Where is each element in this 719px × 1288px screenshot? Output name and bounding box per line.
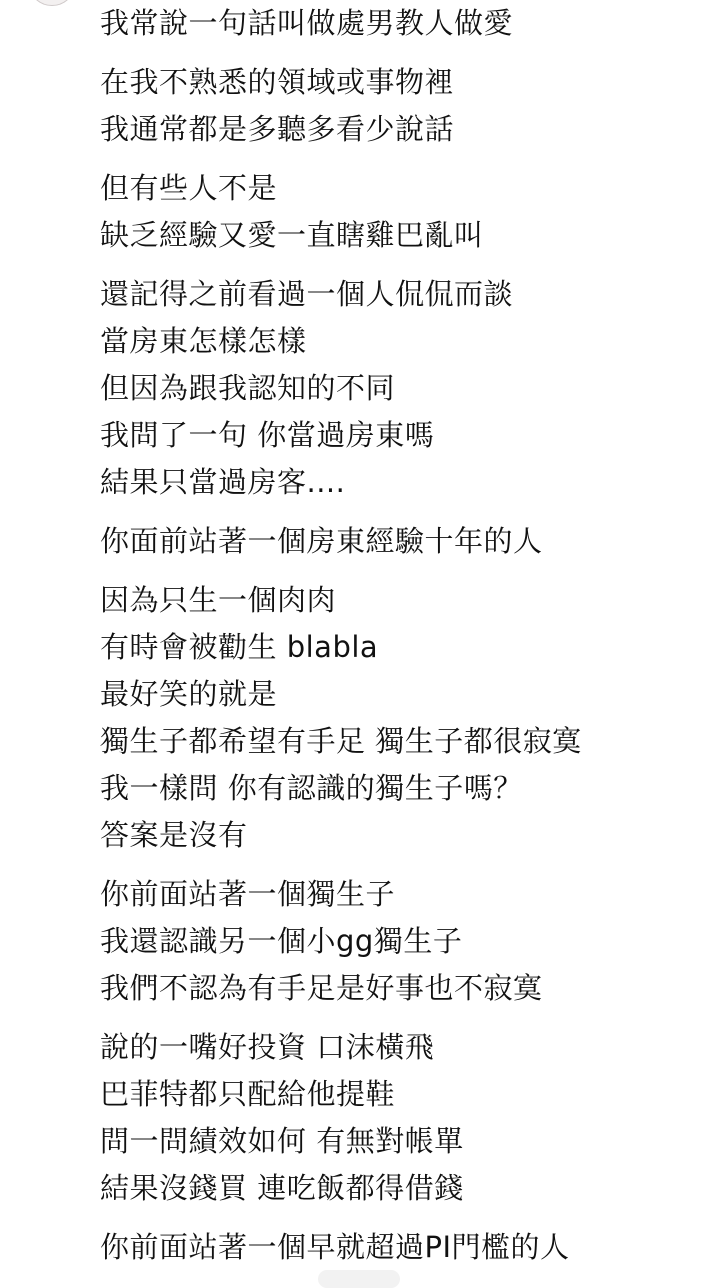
text-line: 答案是沒有: [100, 818, 248, 852]
text-line: 說的一嘴好投資 口沫橫飛: [100, 1030, 435, 1064]
text-line: 我通常都是多聽多看少說話: [100, 112, 455, 146]
text-line: 有時會被勸生 blabla: [100, 630, 379, 664]
text-line: 我問了一句 你當過房東嗎: [100, 418, 435, 452]
text-line: 我常說一句話叫做處男教人做愛: [100, 6, 514, 40]
paragraph: [100, 518, 710, 565]
text-line: 我一樣問 你有認識的獨生子嗎？: [100, 771, 523, 805]
text-line: 結果只當過房客....: [100, 465, 346, 499]
paragraph: [100, 577, 710, 859]
text-line: 獨生子都希望有手足 獨生子都很寂寞: [100, 724, 582, 758]
text-line: 問一問績效如何 有無對帳單: [100, 1124, 464, 1158]
paragraph: [100, 871, 710, 1012]
text-line: 最好笑的就是: [100, 677, 278, 711]
text-line: 在我不熟悉的領域或事物裡: [100, 65, 455, 99]
paragraph: [100, 1024, 710, 1212]
paragraph: [100, 0, 710, 47]
text-line: 你面前站著一個房東經驗十年的人: [100, 524, 543, 558]
text-line: 你前面站著一個早就超過PI門檻的人: [100, 1230, 570, 1264]
text-line: 我們不認為有手足是好事也不寂寞: [100, 971, 543, 1005]
text-line: 巴菲特都只配給他提鞋: [100, 1077, 396, 1111]
bottom-indicator[interactable]: [318, 1270, 400, 1288]
text-line: 但有些人不是: [100, 171, 278, 205]
text-line: 當房東怎樣怎樣: [100, 324, 307, 358]
text-line: 因為只生一個肉肉: [100, 583, 337, 617]
avatar[interactable]: [28, 0, 76, 6]
text-line: 但因為跟我認知的不同: [100, 371, 396, 405]
text-line: 結果沒錢買 連吃飯都得借錢: [100, 1171, 464, 1205]
text-line: 我還認識另一個小gg獨生子: [100, 924, 463, 958]
paragraph: [100, 1224, 710, 1271]
text-line: 還記得之前看過一個人侃侃而談: [100, 277, 514, 311]
text-line: 缺乏經驗又愛一直瞎雞巴亂叫: [100, 218, 484, 252]
paragraph: [100, 165, 710, 259]
paragraph: [100, 271, 710, 506]
post-body: [100, 0, 710, 1283]
paragraph: [100, 59, 710, 153]
text-line: 你前面站著一個獨生子: [100, 877, 396, 911]
